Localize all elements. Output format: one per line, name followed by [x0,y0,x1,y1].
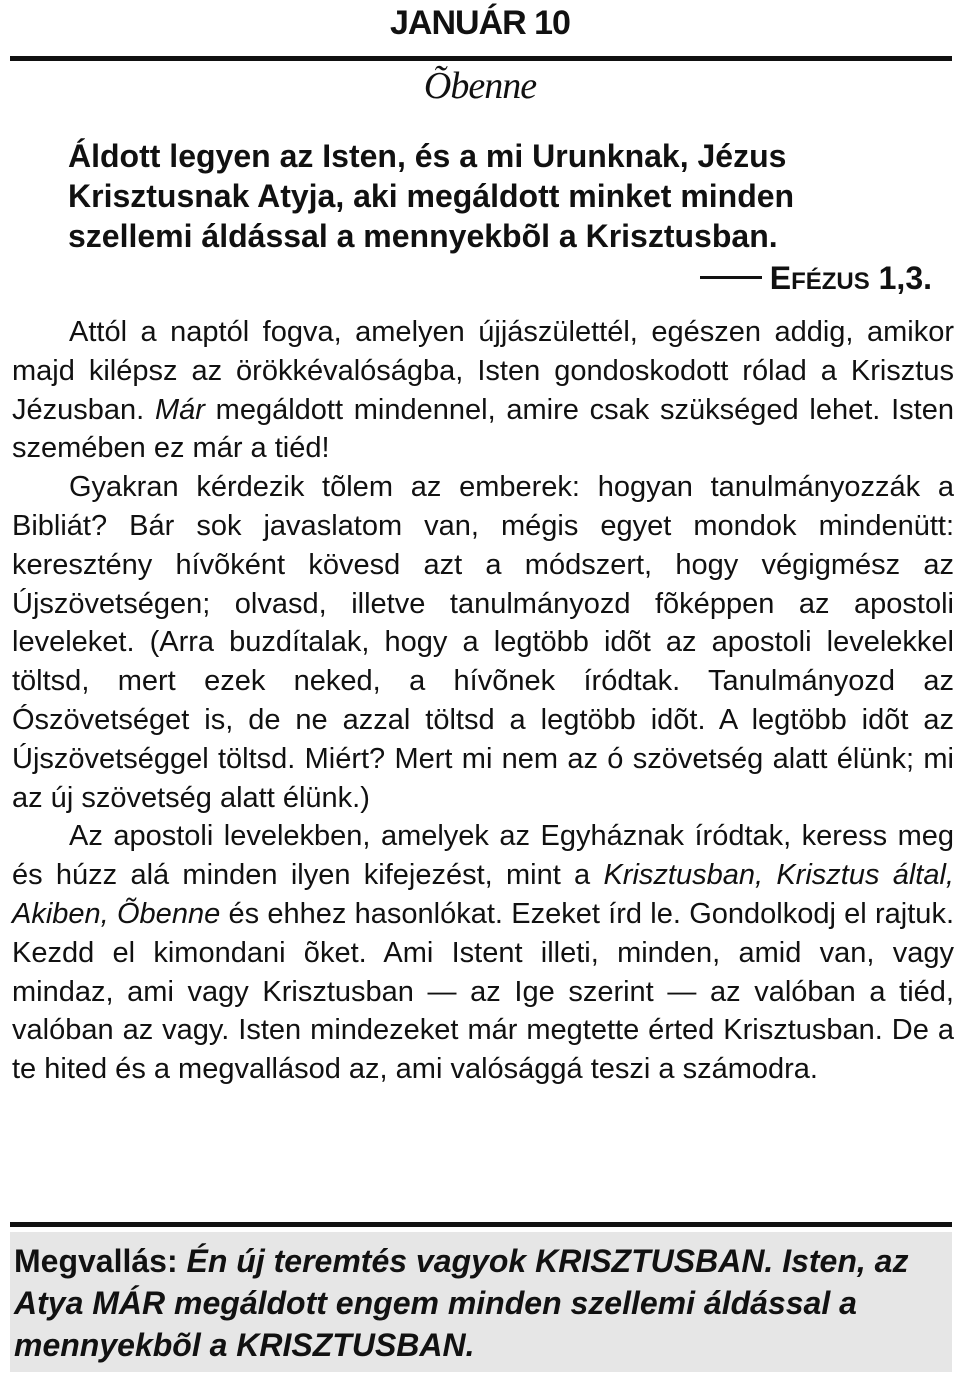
confession-text [10,1232,952,1366]
paragraph-3-emphasis: Krisztusban, Krisztus által, Akiben, Õbenne [12,859,954,930]
confession-box [10,1232,952,1372]
ref-book-rest: FÉZUS [791,268,870,295]
page-date: JANUÁR 10 [390,4,570,42]
paragraph-1-emphasis: Már [154,393,205,426]
confession-statement: Én új teremtés vagyok KRISZTUSBAN. Isten, az Atya MÁR megáldott engem minden szellemi áldással a mennyekbõl a KRISZTUSBAN. [14,1243,909,1363]
scripture-verse: Áldott legyen az Isten, és a mi Urunknak, Jézus Krisztusnak Atyja, aki megáldott minket minden szellemi áldással a mennyekbõl a Krisztusban. [68,138,795,254]
paragraph-1-part-a: Attól a naptól fogva, amelyen újjászülettél, egészen addig, amikor majd kilépsz az örökkévalóságba, Isten gondoskodott rólad a Krisztus Jézusban. [12,316,954,426]
paragraph-1-part-b: megáldott mindennel, amire csak szükséged lehet. Isten szemében ez már a tiéd! [12,393,954,465]
page-subtitle: Õbenne [423,65,537,107]
header-divider [10,56,952,61]
confession-divider [10,1222,952,1227]
ref-chapter: 1,3. [878,260,932,296]
devotional-body [12,313,954,1089]
paragraph-2: Gyakran kérdezik tõlem az emberek: hogyan tanulmányozzák a Bibliát? Bár sok javaslatom van, mégis egyet mondok mindenütt: keresztény hívõként kövesd azt a módszert, hogy végigmész az Újszövetségen; olvasd, illetve tanulmányozd fõképpen az apostoli leveleket. (Arra buzdítalak, hogy a legtöbb idõt az apostoli levelekkel töltsd, mert ezek neked, a hívõnek íródtak. Tanulmányozd az Ószövetséget is, de ne azzal töltsd a legtöbb idõt. A legtöbb idõt az Újszövetséggel töltsd. Miért? Mert mi nem az ó szövetség alatt élünk; mi az új szövetség alatt élünk.) [12,471,954,814]
ref-book-initial: E [769,260,792,296]
scripture-reference [700,258,932,302]
paragraph-1 [12,313,954,468]
confession-label: Megvallás: [14,1243,187,1279]
paragraph-3-part-a: Az apostoli levelekben, amelyek az Egyháznak íródtak, keress meg és húzz alá minden ilyen kifejezést, mint a [12,820,954,892]
paragraph-3 [12,817,954,1089]
em-dash [700,276,762,279]
paragraph-3-part-b: és ehhez hasonlókat. Ezeket írd le. Gondolkodj el rajtuk. Kezdd el kimondani õket. Ami Istent illeti, minden, amid van, vagy mindaz, ami vagy Krisztusban — az Ige szerint — az valóban a tiéd, valóban az vagy. Isten mindezeket már megtette érted Krisztusban. De a te hited és a megvallásod az, ami valósággá teszi a számodra. [12,897,954,1086]
